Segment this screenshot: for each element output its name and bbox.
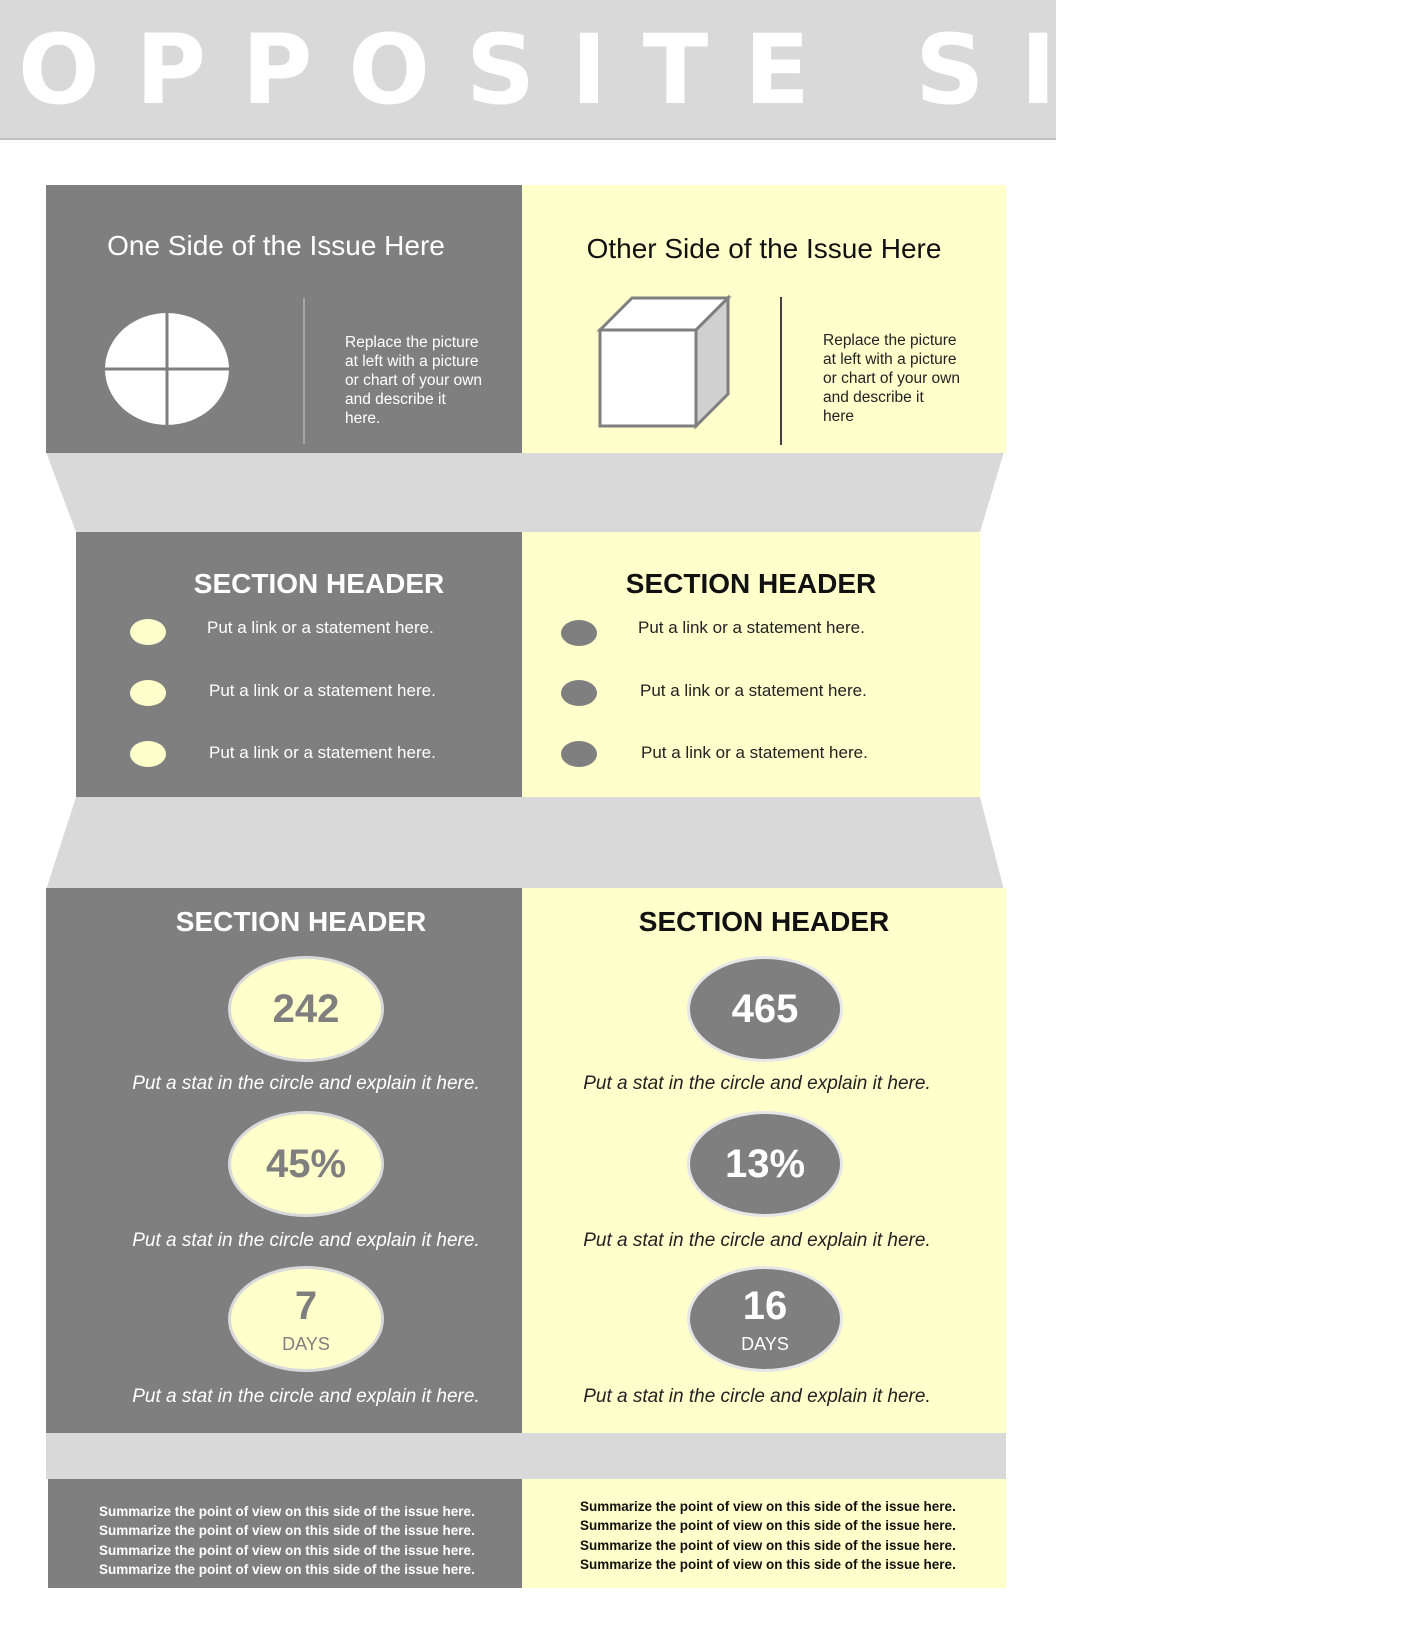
cube-icon xyxy=(596,294,732,430)
left-stat-oval-1 xyxy=(228,956,384,1062)
left-link-1[interactable]: Put a link or a statement here. xyxy=(207,618,434,637)
left-stat-caption-2: Put a stat in the circle and explain it here. xyxy=(132,1230,480,1251)
left-link-bullet-2 xyxy=(130,680,166,706)
right-link-bullet-2 xyxy=(561,680,597,706)
left-stat-value-2: 45% xyxy=(265,1142,347,1186)
left-picture-description: Replace the picture at left with a picture or chart of your own and describe it here. xyxy=(345,334,482,427)
right-divider-line xyxy=(780,297,782,445)
right-picture-description: Replace the picture at left with a picture or chart of your own and describe it here xyxy=(823,332,960,425)
page-title: OPPOSITE SIDES xyxy=(18,14,1415,126)
fold-connector-3 xyxy=(46,1433,1006,1479)
left-summary-line-1: Summarize the point of view on this side of the issue here. xyxy=(99,1504,475,1519)
left-link-3[interactable]: Put a link or a statement here. xyxy=(209,743,436,762)
left-stats-header: SECTION HEADER xyxy=(175,906,427,937)
right-summary-line-4: Summarize the point of view on this side of the issue here. xyxy=(580,1557,956,1572)
right-stat-oval-1 xyxy=(687,956,843,1062)
right-stats-header: SECTION HEADER xyxy=(638,906,890,937)
right-stat-caption-2: Put a stat in the circle and explain it here. xyxy=(583,1230,931,1251)
left-summary-line-3: Summarize the point of view on this side of the issue here. xyxy=(99,1543,475,1558)
right-stat-unit-3: DAYS xyxy=(741,1334,789,1354)
right-stat-oval-2 xyxy=(687,1111,843,1217)
right-summary-line-2: Summarize the point of view on this side of the issue here. xyxy=(580,1518,956,1533)
right-stat-value-3: 16 xyxy=(742,1284,788,1328)
left-stat-value-3: 7 xyxy=(294,1284,318,1328)
left-links-header: SECTION HEADER xyxy=(193,568,445,599)
right-summary-line-3: Summarize the point of view on this side of the issue here. xyxy=(580,1538,956,1553)
fold-connector-2 xyxy=(46,797,1004,890)
right-link-bullet-3 xyxy=(561,741,597,767)
right-issue-title: Other Side of the Issue Here xyxy=(586,233,942,264)
left-divider-line xyxy=(303,298,305,444)
right-summary-line-1: Summarize the point of view on this side of the issue here. xyxy=(580,1499,956,1514)
left-link-bullet-1 xyxy=(130,619,166,645)
right-link-1[interactable]: Put a link or a statement here. xyxy=(638,618,865,637)
right-stat-value-2: 13% xyxy=(724,1142,806,1186)
right-stat-caption-3: Put a stat in the circle and explain it here. xyxy=(583,1386,931,1407)
right-stat-caption-1: Put a stat in the circle and explain it here. xyxy=(583,1073,931,1094)
left-stat-value-1: 242 xyxy=(272,987,340,1031)
left-summary-line-4: Summarize the point of view on this side of the issue here. xyxy=(99,1562,475,1577)
pie-chart-icon xyxy=(102,311,232,427)
right-link-2[interactable]: Put a link or a statement here. xyxy=(640,681,867,700)
left-link-2[interactable]: Put a link or a statement here. xyxy=(209,681,436,700)
right-stat-value-1: 465 xyxy=(731,987,799,1031)
fold-connector-1 xyxy=(46,452,1004,532)
left-issue-title: One Side of the Issue Here xyxy=(107,230,445,261)
right-stat-oval-3 xyxy=(687,1266,843,1372)
left-link-bullet-3 xyxy=(130,741,166,767)
left-stat-caption-1: Put a stat in the circle and explain it here. xyxy=(132,1073,480,1094)
left-stat-oval-3 xyxy=(228,1266,384,1372)
left-summary-line-2: Summarize the point of view on this side of the issue here. xyxy=(99,1523,475,1538)
right-link-3[interactable]: Put a link or a statement here. xyxy=(641,743,868,762)
left-stat-oval-2 xyxy=(228,1111,384,1217)
right-link-bullet-1 xyxy=(561,620,597,646)
left-stat-unit-3: DAYS xyxy=(282,1334,330,1354)
left-stat-caption-3: Put a stat in the circle and explain it here. xyxy=(132,1386,480,1407)
right-links-header: SECTION HEADER xyxy=(625,568,877,599)
